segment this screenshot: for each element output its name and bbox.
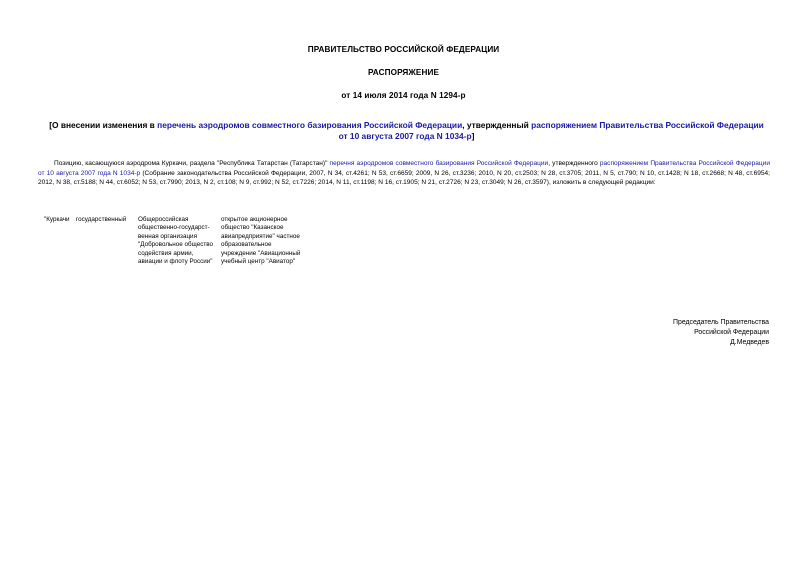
table-cell-ownership: государственный — [76, 216, 127, 223]
subject-open-text: [О внесении изменения в — [49, 120, 158, 130]
paragraph-start-text: Позицию, касающуюся аэродрома Куркачи, раздела "Республика Татарстан (Татарстан)" — [54, 160, 330, 167]
signature-name: Д.Медведев — [730, 338, 769, 346]
subject-link-airfields-list[interactable]: перечень аэродромов совместного базирования Российской Федерации — [157, 120, 463, 130]
signature-institution: Российской Федерации — [694, 328, 769, 336]
paragraph-mid-text: , утвержденного — [548, 160, 600, 167]
paragraph-end-text: (Собрание законодательства Российской Федерации, 2007, N 34, ст.4261; N 53, ст.6659; 2009, N 26, ст.3236; 2010, N 20, ст.2503; N 28, ст.3705; 2011, N 5, ст.790; N 10, ст.1428; N 18, ст.2668; N 48, ст.6954; 2012, N 38, ст.5188; N 44, ст.6052; N 53, ст.7990; 2013, N 2, ст.108; N 9, ст.992; N 52, ст.7226; 2014, N 11, ст.1198; N 16, ст.1905; N 21, ст.2726; N 23, ст.3049; N 26, ст.3597), изложить в следующей редакции: — [38, 169, 770, 187]
subject-close-text: ] — [471, 131, 475, 141]
paragraph-link-airfields-list[interactable]: перечня аэродромов совместного базирования Российской Федерации — [329, 160, 549, 167]
signature-position: Председатель Правительства — [673, 319, 769, 326]
document-type: РАСПОРЯЖЕНИЕ — [367, 68, 440, 77]
subject-mid-text: , утвержденный — [462, 120, 532, 130]
document-date-number: от 14 июля 2014 года N 1294-р — [341, 91, 466, 100]
document-subject — [44, 120, 769, 142]
paragraph-link-decree[interactable]: распоряжением Правительства Российской Федерации от 10 августа 2007 года N 1034-р — [38, 160, 771, 177]
issuer-title: ПРАВИТЕЛЬСТВО РОССИЙСКОЙ ФЕДЕРАЦИИ — [307, 45, 500, 54]
table-cell-co-users: открытое акционерное общество "Казанское авиапредприятие" частное образовательное учреждение "Авиационный учебный центр "Авиатор" — [221, 216, 301, 266]
body-paragraph — [38, 159, 770, 188]
table-cell-organization: Общероссийская общественно-государст-венная организация "Добровольное общество содействия армии, авиации и флоту России" — [138, 216, 214, 266]
signature-block — [600, 318, 769, 347]
table-cell-airfield: "Куркачи — [44, 216, 70, 223]
subject-link-decree[interactable]: распоряжением Правительства Российской Федерации от 10 августа 2007 года N 1034-р — [338, 120, 764, 141]
